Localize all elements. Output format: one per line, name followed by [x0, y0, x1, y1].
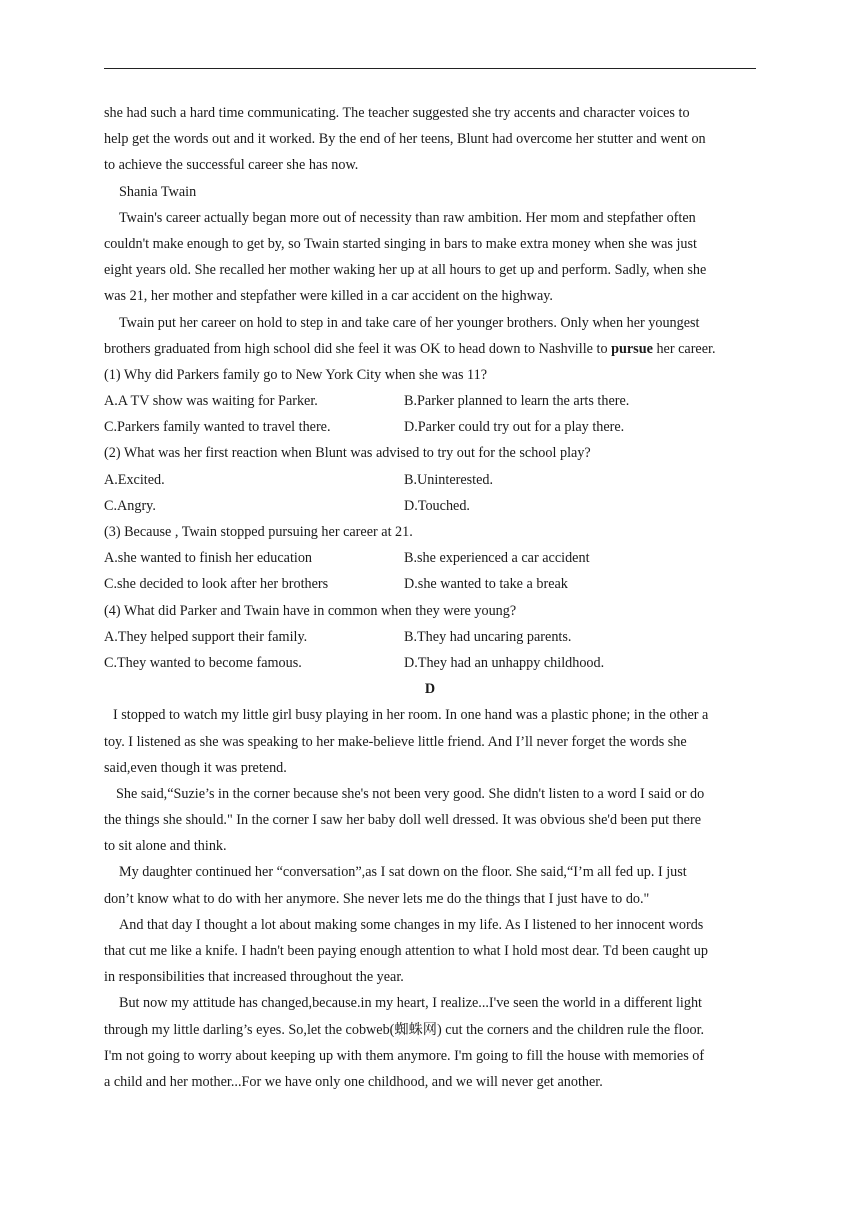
- text-line: Twain's career actually began more out of necessity than raw ambition. Her mom and stepfather often: [119, 209, 696, 226]
- option-d: D.They had an unhappy childhood.: [404, 654, 605, 671]
- text-line: I'm not going to worry about keeping up with them anymore. I'm going to fill the house with memories of: [104, 1047, 705, 1064]
- text-line: And that day I thought a lot about making some changes in my life. As I listened to her innocent words: [119, 916, 704, 933]
- text-line: said,even though it was pretend.: [104, 759, 287, 776]
- d-paragraph-2: [104, 781, 764, 860]
- option-d: D.Parker could try out for a play there.: [404, 419, 625, 436]
- text-line: Twain put her career on hold to step in and take care of her younger brothers. Only when her youngest: [119, 314, 700, 331]
- option-d: D.she wanted to take a break: [404, 576, 568, 593]
- option-d: D.Touched.: [404, 497, 470, 514]
- text-line: [104, 336, 764, 362]
- question-4: [104, 598, 764, 677]
- section-heading-d: D: [424, 681, 436, 698]
- text-line: through my little darling’s eyes. So,let the cobweb(蜘蛛网) cut the corners and the children rule the floor.: [104, 1021, 705, 1038]
- text-run: her career.: [652, 340, 716, 357]
- option-a: A.A TV show was waiting for Parker.: [104, 393, 318, 410]
- d-paragraph-3: [104, 859, 764, 911]
- text-line: don’t know what to do with her anymore. She never lets me do the things that I just have to do.": [104, 890, 650, 907]
- text-run: brothers graduated from high school did she feel it was OK to head down to Nashville to: [104, 340, 612, 357]
- option-row: [104, 467, 764, 493]
- option-c: C.They wanted to become famous.: [104, 654, 302, 671]
- header-rule: [104, 68, 756, 69]
- text-line: to sit alone and think.: [104, 838, 227, 855]
- option-b: B.They had uncaring parents.: [404, 628, 572, 645]
- question-stem: (1) Why did Parkers family go to New York City when she was 11?: [104, 366, 488, 383]
- option-b: B.Uninterested.: [404, 471, 494, 488]
- text-line: She said,“Suzie’s in the corner because she's not been very good. She didn't listen to a word I said or do: [116, 785, 705, 802]
- text-line: that cut me like a knife. I hadn't been paying enough attention to what I hold most dear. Td been caught up: [104, 943, 708, 959]
- option-a: A.They helped support their family.: [104, 628, 308, 645]
- option-row: [104, 624, 764, 650]
- section-heading-twain: Shania Twain: [119, 183, 197, 200]
- option-row: [104, 571, 764, 597]
- option-c: C.Angry.: [104, 497, 156, 514]
- text-line: she had such a hard time communicating. The teacher suggested she try accents and character voices to: [104, 105, 690, 121]
- twain-paragraph-2: [104, 310, 764, 362]
- text-line: in responsibilities that increased throughout the year.: [104, 969, 404, 986]
- text-line: to achieve the successful career she has now.: [104, 157, 359, 174]
- document-body: [104, 100, 764, 1095]
- option-a: A.Excited.: [104, 471, 165, 488]
- text-line: My daughter continued her “conversation”,as I sat down on the floor. She said,“I’m all fed up. I just: [119, 864, 687, 881]
- text-line: the things she should." In the corner I saw her baby doll well dressed. It was obvious she'd been put there: [104, 812, 701, 829]
- question-3: [104, 519, 764, 598]
- blunt-paragraph-end: [104, 100, 764, 179]
- option-row: [104, 414, 764, 440]
- text-line: a child and her mother...For we have only one childhood, and we will never get another.: [104, 1073, 603, 1090]
- question-stem: (3) Because , Twain stopped pursuing her career at 21.: [104, 524, 413, 540]
- d-paragraph-5: [104, 990, 764, 1095]
- bold-word-pursue: pursue: [611, 340, 653, 357]
- option-a: A.she wanted to finish her education: [104, 550, 313, 567]
- option-c: C.Parkers family wanted to travel there.: [104, 419, 331, 436]
- twain-paragraph-1: [104, 205, 764, 310]
- question-stem: (4) What did Parker and Twain have in common when they were young?: [104, 602, 517, 619]
- text-line: But now my attitude has changed,because.in my heart, I realize...I've seen the world in a different light: [119, 995, 702, 1012]
- text-line: couldn't make enough to get by, so Twain started singing in bars to make extra money when she was just: [104, 235, 697, 252]
- option-b: B.Parker planned to learn the arts there.: [404, 393, 630, 410]
- question-2: [104, 440, 764, 519]
- option-row: [104, 388, 764, 414]
- text-line: I stopped to watch my little girl busy playing in her room. In one hand was a plastic phone; in the other a: [113, 707, 709, 724]
- text-line: toy. I listened as she was speaking to her make-believe little friend. And I’ll never forget the words she: [104, 733, 687, 750]
- option-b: B.she experienced a car accident: [404, 550, 590, 567]
- option-row: [104, 545, 764, 571]
- option-row: [104, 493, 764, 519]
- text-line: was 21, her mother and stepfather were killed in a car accident on the highway.: [104, 288, 553, 305]
- d-paragraph-1: [104, 702, 764, 781]
- text-line: help get the words out and it worked. By the end of her teens, Blunt had overcome her stutter and went on: [104, 131, 706, 148]
- text-line: eight years old. She recalled her mother waking her up at all hours to get up and perform. Sadly, when she: [104, 262, 707, 279]
- option-c: C.she decided to look after her brothers: [104, 576, 329, 593]
- d-paragraph-4: [104, 912, 764, 991]
- question-stem: (2) What was her first reaction when Blunt was advised to try out for the school play?: [104, 445, 591, 462]
- option-row: [104, 650, 764, 676]
- question-1: [104, 362, 764, 441]
